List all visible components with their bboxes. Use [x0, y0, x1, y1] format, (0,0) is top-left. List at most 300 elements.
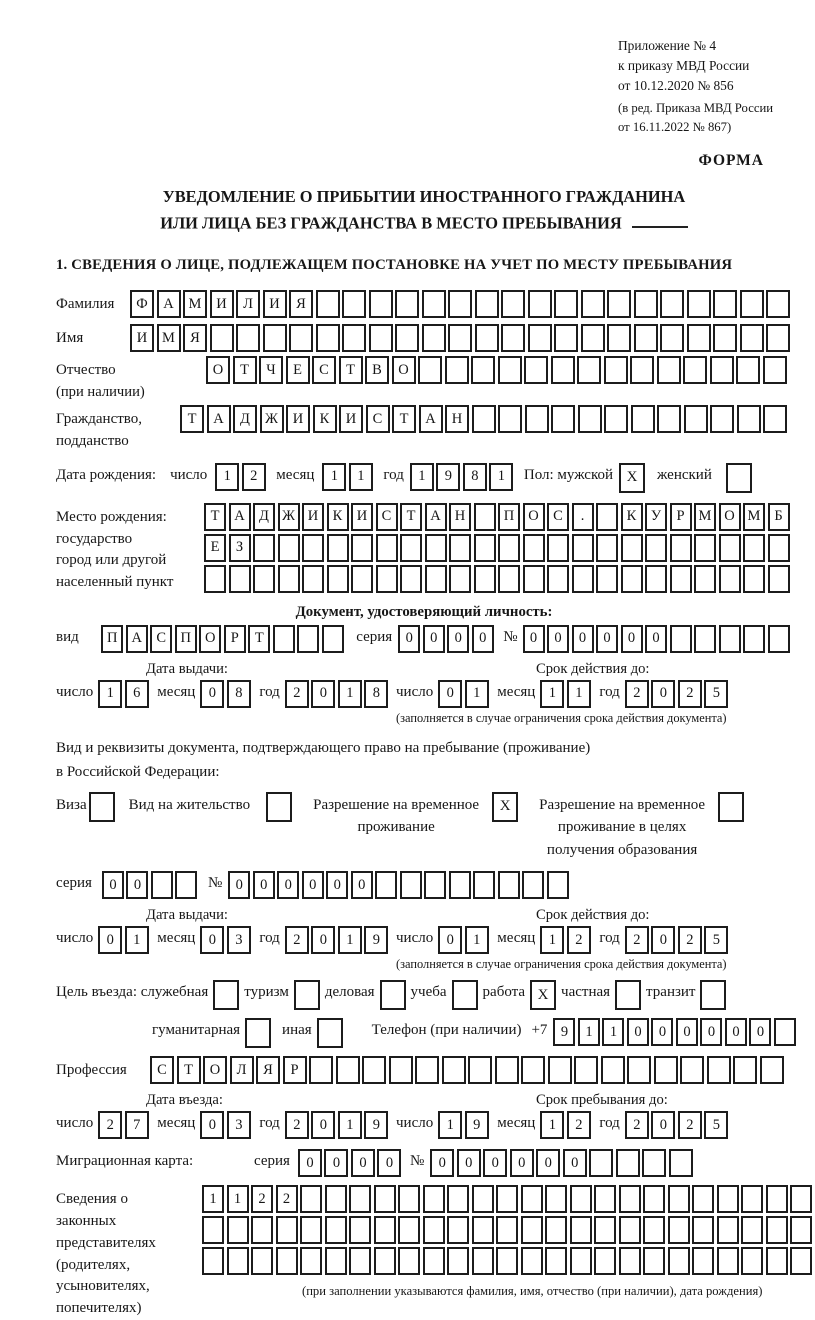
char-cell[interactable]: 2	[625, 680, 649, 708]
char-cell[interactable]	[763, 405, 787, 433]
char-cell[interactable]	[422, 290, 446, 318]
char-cell[interactable]	[766, 1216, 788, 1244]
char-cell[interactable]	[473, 871, 495, 899]
char-cell[interactable]	[547, 871, 569, 899]
char-cell[interactable]	[425, 534, 447, 562]
char-cell[interactable]	[596, 534, 618, 562]
purpose-business-checkbox[interactable]	[380, 980, 406, 1010]
char-cell[interactable]	[349, 1216, 371, 1244]
purpose-tourism-checkbox[interactable]	[294, 980, 320, 1010]
char-cell[interactable]	[604, 356, 628, 384]
char-cell[interactable]: 1	[349, 463, 373, 491]
char-cell[interactable]	[670, 534, 692, 562]
char-cell[interactable]: 0	[102, 871, 124, 899]
char-cell[interactable]: 1	[465, 926, 489, 954]
char-cell[interactable]: 2	[285, 926, 309, 954]
char-cell[interactable]: 0	[438, 926, 462, 954]
char-cell[interactable]: Ф	[130, 290, 154, 318]
char-cell[interactable]: А	[157, 290, 181, 318]
char-cell[interactable]	[523, 534, 545, 562]
char-cell[interactable]	[297, 625, 319, 653]
char-cell[interactable]	[713, 290, 737, 318]
char-cell[interactable]	[398, 1185, 420, 1213]
char-cell[interactable]: С	[547, 503, 569, 531]
char-cell[interactable]	[375, 871, 397, 899]
char-cell[interactable]	[768, 625, 790, 653]
char-cell[interactable]: 5	[704, 680, 728, 708]
char-cell[interactable]: Б	[768, 503, 790, 531]
purpose-official-checkbox[interactable]	[213, 980, 239, 1010]
char-cell[interactable]	[616, 1149, 640, 1177]
char-cell[interactable]: И	[339, 405, 363, 433]
char-cell[interactable]	[327, 534, 349, 562]
char-cell[interactable]: П	[101, 625, 123, 653]
char-cell[interactable]	[521, 1056, 545, 1084]
char-cell[interactable]	[204, 565, 226, 593]
char-cell[interactable]	[643, 1216, 665, 1244]
char-cell[interactable]	[551, 405, 575, 433]
char-cell[interactable]	[570, 1216, 592, 1244]
char-cell[interactable]: 0	[200, 680, 224, 708]
char-cell[interactable]	[687, 324, 711, 352]
char-cell[interactable]: 0	[700, 1018, 722, 1046]
char-cell[interactable]	[398, 1247, 420, 1275]
char-cell[interactable]	[741, 1216, 763, 1244]
char-cell[interactable]	[631, 405, 655, 433]
char-cell[interactable]	[790, 1216, 812, 1244]
char-cell[interactable]	[619, 1247, 641, 1275]
char-cell[interactable]	[545, 1216, 567, 1244]
char-cell[interactable]	[627, 1056, 651, 1084]
char-cell[interactable]: 0	[430, 1149, 454, 1177]
char-cell[interactable]	[601, 1056, 625, 1084]
char-cell[interactable]	[447, 1216, 469, 1244]
char-cell[interactable]	[683, 356, 707, 384]
char-cell[interactable]	[468, 1056, 492, 1084]
char-cell[interactable]: Л	[230, 1056, 254, 1084]
char-cell[interactable]	[607, 324, 631, 352]
char-cell[interactable]	[740, 324, 764, 352]
char-cell[interactable]	[398, 1216, 420, 1244]
char-cell[interactable]: 0	[447, 625, 469, 653]
char-cell[interactable]: 0	[621, 625, 643, 653]
char-cell[interactable]	[790, 1247, 812, 1275]
char-cell[interactable]: 0	[398, 625, 420, 653]
char-cell[interactable]: 0	[200, 926, 224, 954]
char-cell[interactable]	[766, 290, 790, 318]
char-cell[interactable]	[447, 1185, 469, 1213]
char-cell[interactable]	[423, 1185, 445, 1213]
char-cell[interactable]	[577, 356, 601, 384]
char-cell[interactable]	[423, 1247, 445, 1275]
char-cell[interactable]	[495, 1056, 519, 1084]
purpose-work-checkbox[interactable]: X	[530, 980, 556, 1010]
char-cell[interactable]	[400, 565, 422, 593]
char-cell[interactable]	[351, 534, 373, 562]
char-cell[interactable]	[351, 565, 373, 593]
char-cell[interactable]: 0	[200, 1111, 224, 1139]
char-cell[interactable]	[766, 1185, 788, 1213]
char-cell[interactable]	[630, 356, 654, 384]
char-cell[interactable]	[374, 1216, 396, 1244]
char-cell[interactable]: 9	[465, 1111, 489, 1139]
char-cell[interactable]: 1	[338, 1111, 362, 1139]
char-cell[interactable]	[376, 534, 398, 562]
char-cell[interactable]	[300, 1247, 322, 1275]
char-cell[interactable]	[645, 534, 667, 562]
option-temp-residence-checkbox[interactable]: X	[492, 792, 518, 822]
char-cell[interactable]	[151, 871, 173, 899]
char-cell[interactable]	[578, 405, 602, 433]
char-cell[interactable]: 0	[126, 871, 148, 899]
char-cell[interactable]	[766, 324, 790, 352]
char-cell[interactable]	[554, 290, 578, 318]
char-cell[interactable]: 1	[540, 1111, 564, 1139]
char-cell[interactable]	[349, 1185, 371, 1213]
char-cell[interactable]: 9	[364, 1111, 388, 1139]
char-cell[interactable]: 0	[483, 1149, 507, 1177]
char-cell[interactable]	[741, 1185, 763, 1213]
char-cell[interactable]	[621, 565, 643, 593]
char-cell[interactable]	[668, 1247, 690, 1275]
char-cell[interactable]: М	[743, 503, 765, 531]
char-cell[interactable]	[634, 290, 658, 318]
char-cell[interactable]	[498, 871, 520, 899]
char-cell[interactable]: 2	[276, 1185, 298, 1213]
char-cell[interactable]	[596, 565, 618, 593]
char-cell[interactable]	[607, 290, 631, 318]
char-cell[interactable]	[719, 625, 741, 653]
char-cell[interactable]	[643, 1247, 665, 1275]
char-cell[interactable]: 2	[285, 1111, 309, 1139]
char-cell[interactable]: 0	[596, 625, 618, 653]
char-cell[interactable]: 1	[215, 463, 239, 491]
char-cell[interactable]	[342, 324, 366, 352]
char-cell[interactable]	[523, 565, 545, 593]
char-cell[interactable]: 2	[625, 926, 649, 954]
char-cell[interactable]: 5	[704, 926, 728, 954]
purpose-other-checkbox[interactable]	[317, 1018, 343, 1048]
char-cell[interactable]	[733, 1056, 757, 1084]
char-cell[interactable]: 0	[277, 871, 299, 899]
char-cell[interactable]	[389, 1056, 413, 1084]
char-cell[interactable]: И	[286, 405, 310, 433]
char-cell[interactable]: 2	[251, 1185, 273, 1213]
char-cell[interactable]	[278, 534, 300, 562]
char-cell[interactable]: 0	[572, 625, 594, 653]
char-cell[interactable]	[251, 1247, 273, 1275]
char-cell[interactable]	[766, 1247, 788, 1275]
sex-female-checkbox[interactable]	[726, 463, 752, 493]
char-cell[interactable]	[548, 1056, 572, 1084]
char-cell[interactable]	[496, 1216, 518, 1244]
char-cell[interactable]	[713, 324, 737, 352]
char-cell[interactable]	[300, 1216, 322, 1244]
char-cell[interactable]: 1	[540, 926, 564, 954]
char-cell[interactable]	[447, 1247, 469, 1275]
char-cell[interactable]	[694, 625, 716, 653]
char-cell[interactable]	[741, 1247, 763, 1275]
char-cell[interactable]: Д	[233, 405, 257, 433]
char-cell[interactable]: 0	[351, 871, 373, 899]
char-cell[interactable]	[736, 356, 760, 384]
char-cell[interactable]: Я	[256, 1056, 280, 1084]
char-cell[interactable]	[657, 356, 681, 384]
purpose-humanitarian-checkbox[interactable]	[245, 1018, 271, 1048]
char-cell[interactable]	[395, 290, 419, 318]
char-cell[interactable]: 5	[704, 1111, 728, 1139]
char-cell[interactable]	[743, 534, 765, 562]
char-cell[interactable]: 1	[338, 926, 362, 954]
option-visa-checkbox[interactable]	[89, 792, 115, 822]
sex-male-checkbox[interactable]: X	[619, 463, 645, 493]
char-cell[interactable]: 0	[423, 625, 445, 653]
char-cell[interactable]: Т	[177, 1056, 201, 1084]
char-cell[interactable]	[760, 1056, 784, 1084]
char-cell[interactable]	[276, 1247, 298, 1275]
char-cell[interactable]	[621, 534, 643, 562]
char-cell[interactable]: М	[694, 503, 716, 531]
char-cell[interactable]	[395, 324, 419, 352]
char-cell[interactable]: П	[175, 625, 197, 653]
char-cell[interactable]	[768, 565, 790, 593]
char-cell[interactable]	[325, 1216, 347, 1244]
char-cell[interactable]	[521, 1185, 543, 1213]
char-cell[interactable]	[740, 290, 764, 318]
char-cell[interactable]: 2	[567, 926, 591, 954]
char-cell[interactable]	[325, 1185, 347, 1213]
char-cell[interactable]: Т	[204, 503, 226, 531]
char-cell[interactable]: Т	[400, 503, 422, 531]
char-cell[interactable]	[336, 1056, 360, 1084]
char-cell[interactable]	[474, 503, 496, 531]
char-cell[interactable]	[327, 565, 349, 593]
char-cell[interactable]: 0	[253, 871, 275, 899]
char-cell[interactable]	[418, 356, 442, 384]
char-cell[interactable]: П	[498, 503, 520, 531]
char-cell[interactable]	[521, 1247, 543, 1275]
char-cell[interactable]: 2	[678, 680, 702, 708]
char-cell[interactable]: 1	[438, 1111, 462, 1139]
char-cell[interactable]: С	[366, 405, 390, 433]
char-cell[interactable]	[369, 324, 393, 352]
char-cell[interactable]	[316, 324, 340, 352]
char-cell[interactable]	[619, 1216, 641, 1244]
char-cell[interactable]: 1	[98, 680, 122, 708]
char-cell[interactable]: И	[210, 290, 234, 318]
char-cell[interactable]: Ч	[259, 356, 283, 384]
char-cell[interactable]	[634, 324, 658, 352]
char-cell[interactable]	[175, 871, 197, 899]
char-cell[interactable]: 0	[457, 1149, 481, 1177]
char-cell[interactable]	[719, 565, 741, 593]
char-cell[interactable]	[717, 1216, 739, 1244]
char-cell[interactable]	[743, 625, 765, 653]
char-cell[interactable]	[774, 1018, 796, 1046]
char-cell[interactable]	[524, 356, 548, 384]
char-cell[interactable]: 0	[510, 1149, 534, 1177]
char-cell[interactable]	[496, 1247, 518, 1275]
char-cell[interactable]: 2	[678, 926, 702, 954]
char-cell[interactable]: 8	[227, 680, 251, 708]
char-cell[interactable]	[545, 1185, 567, 1213]
char-cell[interactable]: 0	[651, 1111, 675, 1139]
char-cell[interactable]: 2	[567, 1111, 591, 1139]
char-cell[interactable]: 0	[563, 1149, 587, 1177]
char-cell[interactable]: О	[719, 503, 741, 531]
char-cell[interactable]	[474, 565, 496, 593]
char-cell[interactable]: 2	[285, 680, 309, 708]
char-cell[interactable]	[694, 534, 716, 562]
char-cell[interactable]	[572, 534, 594, 562]
char-cell[interactable]: Ж	[260, 405, 284, 433]
char-cell[interactable]: 3	[227, 1111, 251, 1139]
char-cell[interactable]	[273, 625, 295, 653]
char-cell[interactable]: 0	[472, 625, 494, 653]
char-cell[interactable]	[276, 1216, 298, 1244]
purpose-private-checkbox[interactable]	[615, 980, 641, 1010]
char-cell[interactable]	[498, 565, 520, 593]
char-cell[interactable]	[768, 534, 790, 562]
char-cell[interactable]: Я	[183, 324, 207, 352]
char-cell[interactable]	[475, 290, 499, 318]
char-cell[interactable]: А	[419, 405, 443, 433]
char-cell[interactable]	[581, 324, 605, 352]
char-cell[interactable]	[521, 1216, 543, 1244]
char-cell[interactable]: 1	[202, 1185, 224, 1213]
char-cell[interactable]	[710, 356, 734, 384]
char-cell[interactable]	[743, 565, 765, 593]
char-cell[interactable]	[236, 324, 260, 352]
char-cell[interactable]	[737, 405, 761, 433]
char-cell[interactable]	[400, 871, 422, 899]
char-cell[interactable]	[227, 1247, 249, 1275]
char-cell[interactable]	[425, 565, 447, 593]
char-cell[interactable]	[719, 534, 741, 562]
char-cell[interactable]	[498, 356, 522, 384]
char-cell[interactable]	[717, 1185, 739, 1213]
char-cell[interactable]	[229, 565, 251, 593]
char-cell[interactable]: 9	[436, 463, 460, 491]
char-cell[interactable]: Р	[670, 503, 692, 531]
char-cell[interactable]: 3	[227, 926, 251, 954]
char-cell[interactable]	[474, 534, 496, 562]
char-cell[interactable]: Т	[180, 405, 204, 433]
char-cell[interactable]	[374, 1247, 396, 1275]
char-cell[interactable]	[342, 290, 366, 318]
char-cell[interactable]: 2	[242, 463, 266, 491]
char-cell[interactable]: 0	[302, 871, 324, 899]
char-cell[interactable]	[528, 290, 552, 318]
char-cell[interactable]	[668, 1185, 690, 1213]
char-cell[interactable]	[707, 1056, 731, 1084]
char-cell[interactable]	[643, 1185, 665, 1213]
char-cell[interactable]	[253, 565, 275, 593]
char-cell[interactable]: 1	[125, 926, 149, 954]
char-cell[interactable]	[660, 290, 684, 318]
char-cell[interactable]	[369, 290, 393, 318]
char-cell[interactable]: 0	[536, 1149, 560, 1177]
char-cell[interactable]	[496, 1185, 518, 1213]
char-cell[interactable]: 0	[523, 625, 545, 653]
char-cell[interactable]: 2	[678, 1111, 702, 1139]
char-cell[interactable]: 9	[553, 1018, 575, 1046]
char-cell[interactable]: А	[126, 625, 148, 653]
char-cell[interactable]: К	[327, 503, 349, 531]
char-cell[interactable]	[349, 1247, 371, 1275]
char-cell[interactable]: Т	[392, 405, 416, 433]
char-cell[interactable]	[442, 1056, 466, 1084]
char-cell[interactable]	[660, 324, 684, 352]
char-cell[interactable]: 1	[602, 1018, 624, 1046]
char-cell[interactable]: О	[206, 356, 230, 384]
char-cell[interactable]: 8	[463, 463, 487, 491]
char-cell[interactable]: 0	[228, 871, 250, 899]
char-cell[interactable]: 0	[326, 871, 348, 899]
char-cell[interactable]: 6	[125, 680, 149, 708]
char-cell[interactable]	[594, 1185, 616, 1213]
char-cell[interactable]: О	[199, 625, 221, 653]
char-cell[interactable]	[670, 565, 692, 593]
char-cell[interactable]	[581, 290, 605, 318]
char-cell[interactable]: 0	[98, 926, 122, 954]
char-cell[interactable]	[424, 871, 446, 899]
char-cell[interactable]: А	[425, 503, 447, 531]
option-residence-permit-checkbox[interactable]	[266, 792, 292, 822]
char-cell[interactable]	[309, 1056, 333, 1084]
char-cell[interactable]: Е	[204, 534, 226, 562]
char-cell[interactable]	[525, 405, 549, 433]
char-cell[interactable]: 0	[547, 625, 569, 653]
char-cell[interactable]	[289, 324, 313, 352]
char-cell[interactable]: 0	[651, 680, 675, 708]
char-cell[interactable]	[547, 534, 569, 562]
char-cell[interactable]	[574, 1056, 598, 1084]
char-cell[interactable]	[692, 1247, 714, 1275]
char-cell[interactable]	[670, 625, 692, 653]
char-cell[interactable]: В	[365, 356, 389, 384]
char-cell[interactable]	[415, 1056, 439, 1084]
char-cell[interactable]: А	[229, 503, 251, 531]
char-cell[interactable]	[498, 405, 522, 433]
char-cell[interactable]: 0	[351, 1149, 375, 1177]
char-cell[interactable]: М	[157, 324, 181, 352]
char-cell[interactable]	[210, 324, 234, 352]
char-cell[interactable]: Я	[289, 290, 313, 318]
char-cell[interactable]	[472, 1185, 494, 1213]
char-cell[interactable]: 1	[338, 680, 362, 708]
char-cell[interactable]	[449, 871, 471, 899]
char-cell[interactable]	[202, 1216, 224, 1244]
char-cell[interactable]	[445, 356, 469, 384]
char-cell[interactable]	[263, 324, 287, 352]
char-cell[interactable]	[472, 1216, 494, 1244]
char-cell[interactable]	[362, 1056, 386, 1084]
char-cell[interactable]	[501, 290, 525, 318]
char-cell[interactable]: 1	[465, 680, 489, 708]
char-cell[interactable]: 1	[578, 1018, 600, 1046]
char-cell[interactable]	[253, 534, 275, 562]
char-cell[interactable]	[668, 1216, 690, 1244]
char-cell[interactable]	[669, 1149, 693, 1177]
char-cell[interactable]	[202, 1247, 224, 1275]
char-cell[interactable]	[545, 1247, 567, 1275]
char-cell[interactable]	[522, 871, 544, 899]
char-cell[interactable]: 8	[364, 680, 388, 708]
purpose-study-checkbox[interactable]	[452, 980, 478, 1010]
char-cell[interactable]	[717, 1247, 739, 1275]
char-cell[interactable]	[227, 1216, 249, 1244]
